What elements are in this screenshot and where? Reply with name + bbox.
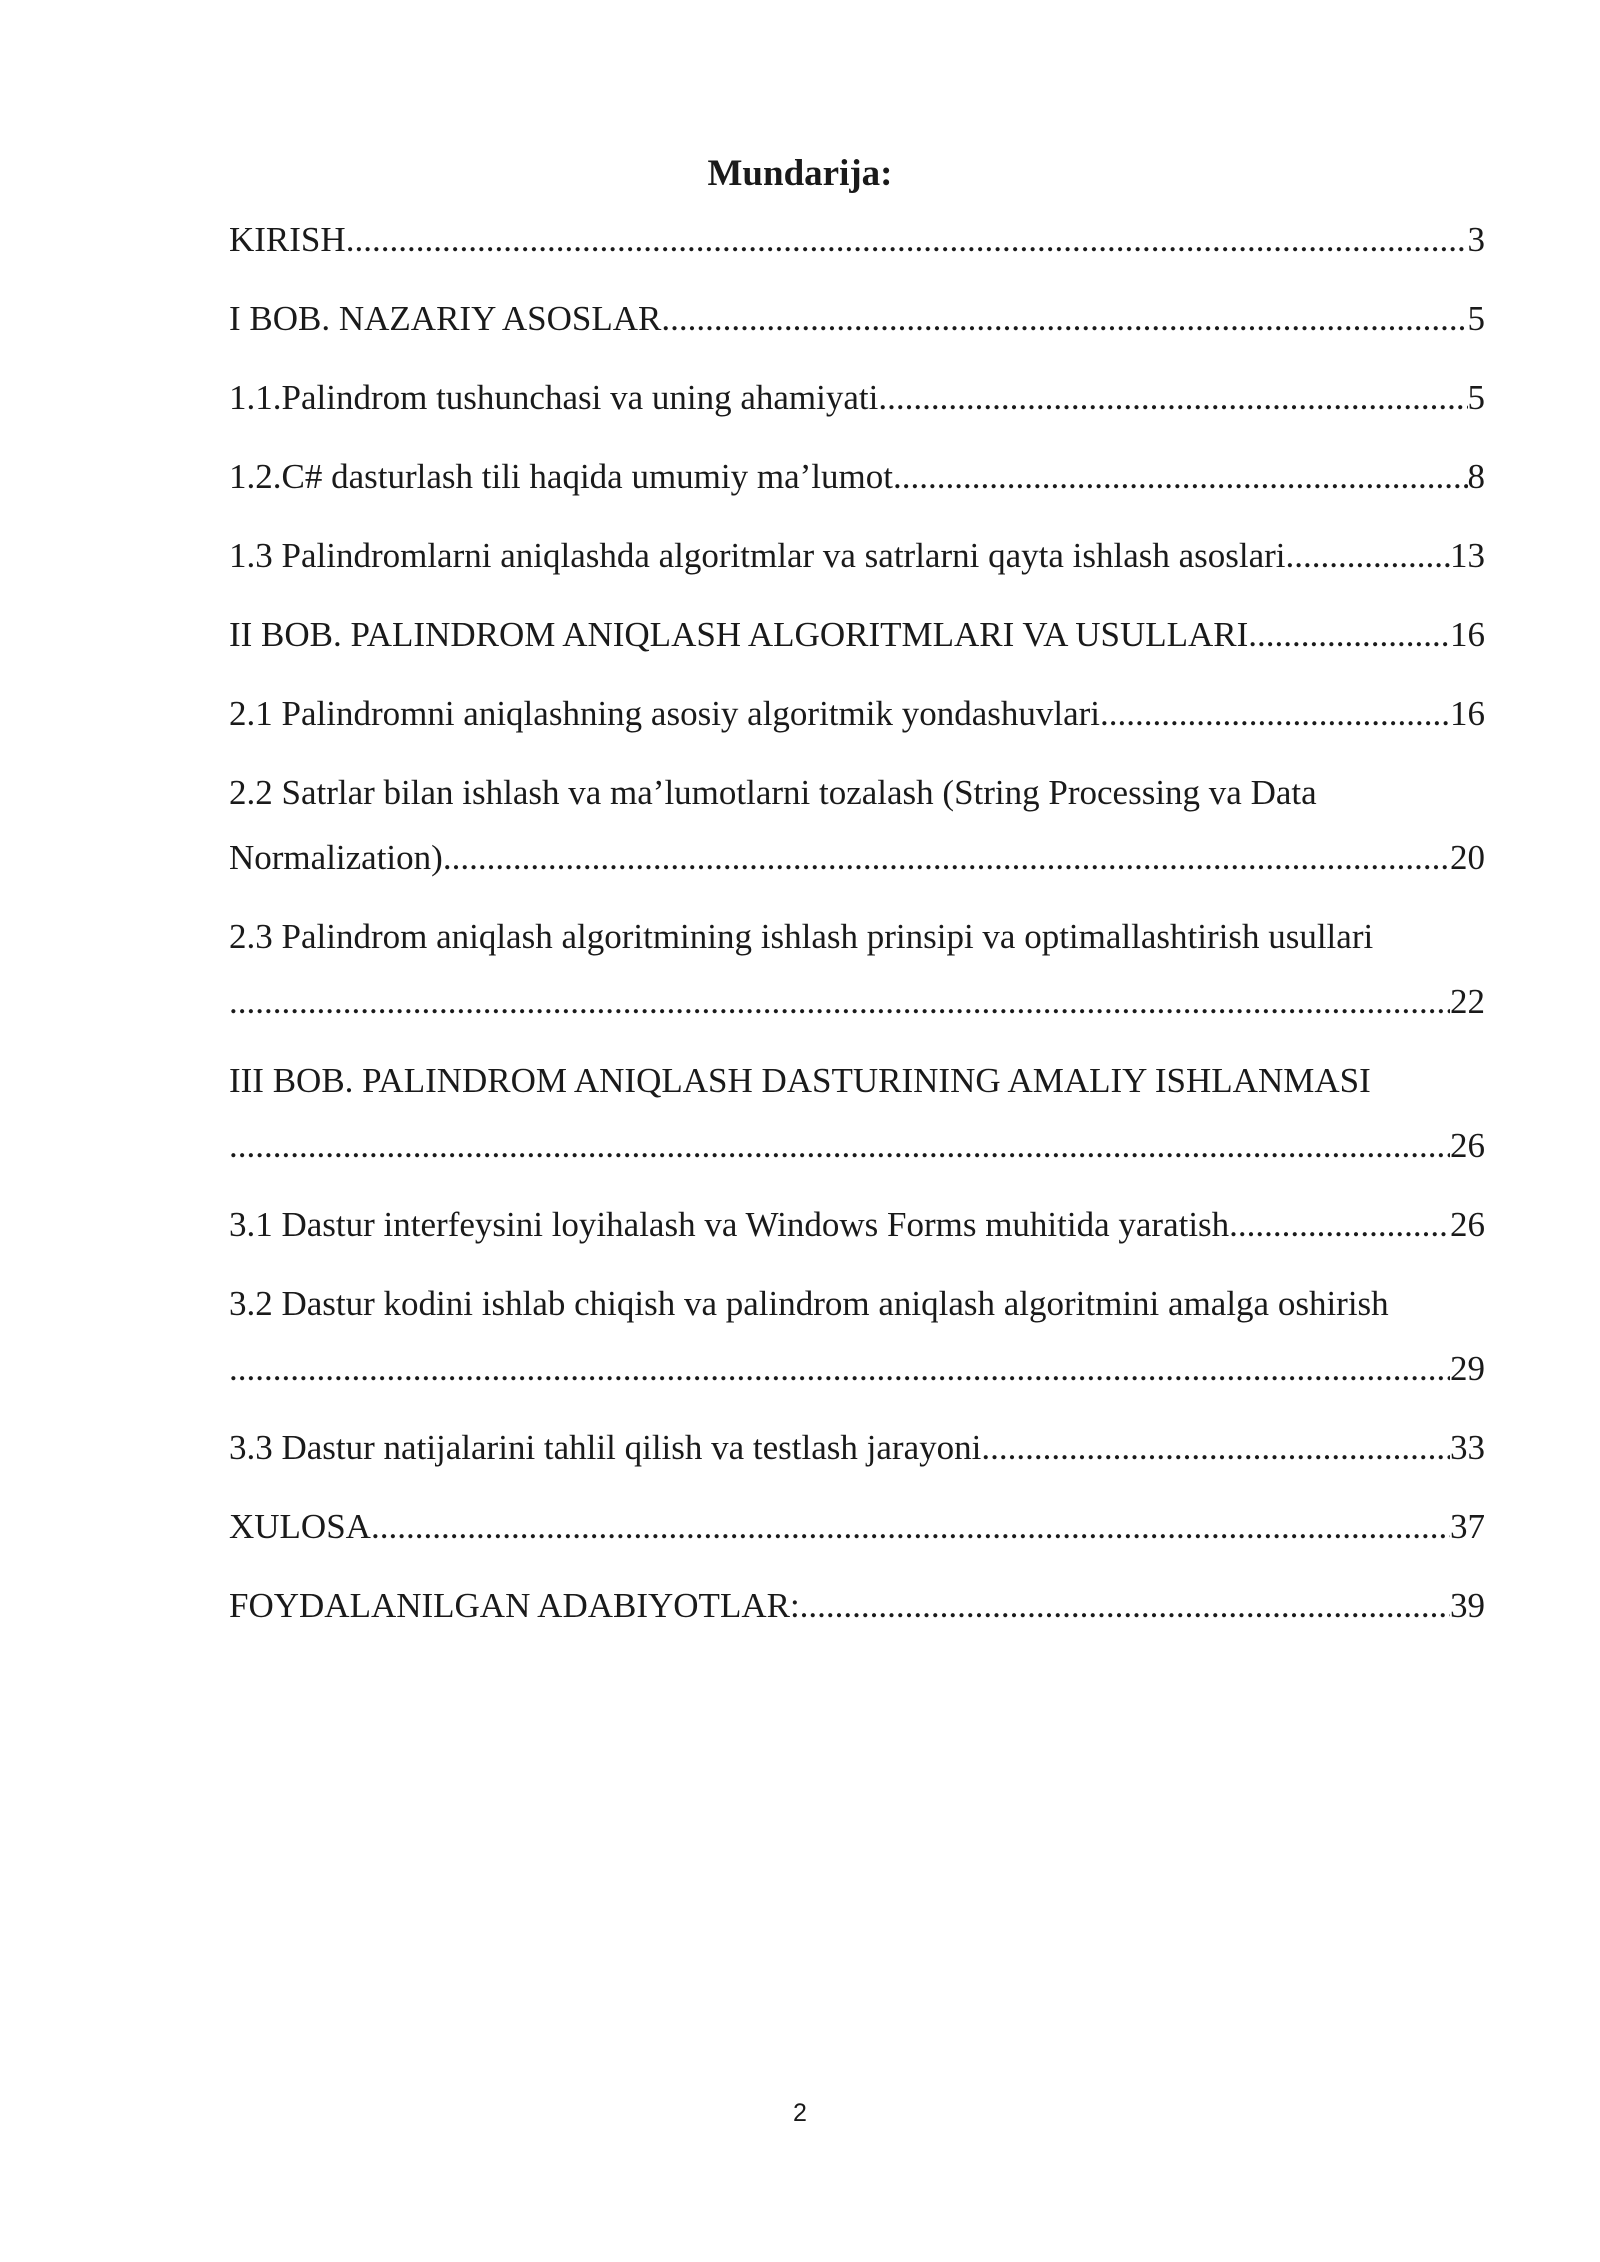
toc-entry-3-3[interactable]	[229, 1424, 1485, 1472]
toc-entry-page: 37	[1450, 1507, 1485, 1546]
toc-entry-page: 5	[1467, 299, 1485, 338]
toc-entry-page: 29	[1450, 1349, 1485, 1388]
toc-entry-page: 8	[1467, 457, 1485, 496]
toc-entry-page: 16	[1450, 615, 1485, 654]
dot-leader	[661, 295, 1467, 343]
dot-leader	[800, 1582, 1450, 1630]
toc-entry-1-1[interactable]	[229, 374, 1485, 422]
toc-entry-label: I BOB. NAZARIY ASOSLAR	[229, 299, 662, 338]
toc-entry-label: II BOB. PALINDROM ANIQLASH ALGORITMLARI VA USULLARI	[229, 615, 1249, 654]
toc-entry-label: Normalization)	[229, 838, 443, 877]
dot-leader	[346, 216, 1468, 264]
toc-entry-chapter-3-line-1[interactable]	[229, 1057, 1485, 1105]
toc-entry-2-3-line-1[interactable]	[229, 913, 1485, 961]
dot-leader	[893, 453, 1468, 501]
toc-entry-2-2-line-2[interactable]	[229, 834, 1485, 882]
toc-entry-label: FOYDALANILGAN ADABIYOTLAR:	[229, 1586, 800, 1625]
toc-entry-label: 1.1.Palindrom tushunchasi va uning ahamiyati	[229, 378, 879, 417]
toc-entry-chapter-1[interactable]	[229, 295, 1485, 343]
toc-entry-1-3[interactable]	[229, 532, 1485, 580]
toc-entry-2-2-line-1[interactable]	[229, 769, 1485, 817]
toc-entry-page: 3	[1467, 220, 1485, 259]
toc-entry-2-3-line-2[interactable]	[229, 978, 1485, 1026]
toc-entry-label: 1.2.C# dasturlash tili haqida umumiy ma’lumot	[229, 457, 893, 496]
toc-entry-label: 2.1 Palindromni aniqlashning asosiy algoritmik yondashuvlari	[229, 694, 1101, 733]
toc-entry-1-2[interactable]	[229, 453, 1485, 501]
toc-entry-3-2-line-1[interactable]	[229, 1280, 1485, 1328]
toc-entry-page: 26	[1450, 1205, 1485, 1244]
toc-entry-chapter-3-line-2[interactable]	[229, 1122, 1485, 1170]
dot-leader	[229, 978, 1450, 1026]
toc-title: Mundarija:	[707, 153, 893, 194]
toc-entry-label: KIRISH	[229, 220, 346, 259]
toc-entry-label: 1.3 Palindromlarni aniqlashda algoritmlar va satrlarni qayta ishlash asoslari	[229, 536, 1286, 575]
toc-entry-page: 16	[1450, 694, 1485, 733]
dot-leader	[1229, 1201, 1450, 1249]
toc-entry-page: 26	[1450, 1126, 1485, 1165]
toc-entry-page: 22	[1450, 982, 1485, 1021]
toc-entry-kirish[interactable]	[229, 216, 1485, 264]
toc-entry-label: III BOB. PALINDROM ANIQLASH DASTURINING AMALIY ISHLANMASI	[229, 1061, 1371, 1100]
dot-leader	[1100, 690, 1450, 738]
toc-entry-xulosa[interactable]	[229, 1503, 1485, 1551]
toc-entry-label: 3.2 Dastur kodini ishlab chiqish va palindrom aniqlash algoritmini amalga oshirish	[229, 1284, 1389, 1323]
dot-leader	[981, 1424, 1450, 1472]
toc-entry-label: 3.1 Dastur interfeysini loyihalash va Windows Forms muhitida yaratish	[229, 1205, 1230, 1244]
dot-leader	[1286, 532, 1450, 580]
toc-entry-chapter-2[interactable]	[229, 611, 1485, 659]
toc-entry-label: XULOSA	[229, 1507, 371, 1546]
table-of-contents	[229, 0, 1485, 2262]
dot-leader	[371, 1503, 1450, 1551]
toc-entry-page: 39	[1450, 1586, 1485, 1625]
dot-leader	[443, 834, 1450, 882]
dot-leader	[1248, 611, 1450, 659]
dot-leader	[229, 1345, 1450, 1393]
toc-entry-2-1[interactable]	[229, 690, 1485, 738]
toc-entry-page: 5	[1467, 378, 1485, 417]
toc-entry-page: 13	[1450, 536, 1485, 575]
toc-entry-3-2-line-2[interactable]	[229, 1345, 1485, 1393]
toc-entry-label: 3.3 Dastur natijalarini tahlil qilish va testlash jarayoni	[229, 1428, 982, 1467]
page-number: 2	[793, 2099, 807, 2127]
dot-leader	[229, 1122, 1450, 1170]
toc-entry-page: 33	[1450, 1428, 1485, 1467]
dot-leader	[878, 374, 1467, 422]
toc-entry-references[interactable]	[229, 1582, 1485, 1630]
toc-entry-page: 20	[1450, 838, 1485, 877]
toc-entry-label: 2.3 Palindrom aniqlash algoritmining ishlash prinsipi va optimallashtirish usullari	[229, 917, 1374, 956]
toc-entry-3-1[interactable]	[229, 1201, 1485, 1249]
toc-entry-label: 2.2 Satrlar bilan ishlash va ma’lumotlarni tozalash (String Processing va Data	[229, 773, 1317, 812]
